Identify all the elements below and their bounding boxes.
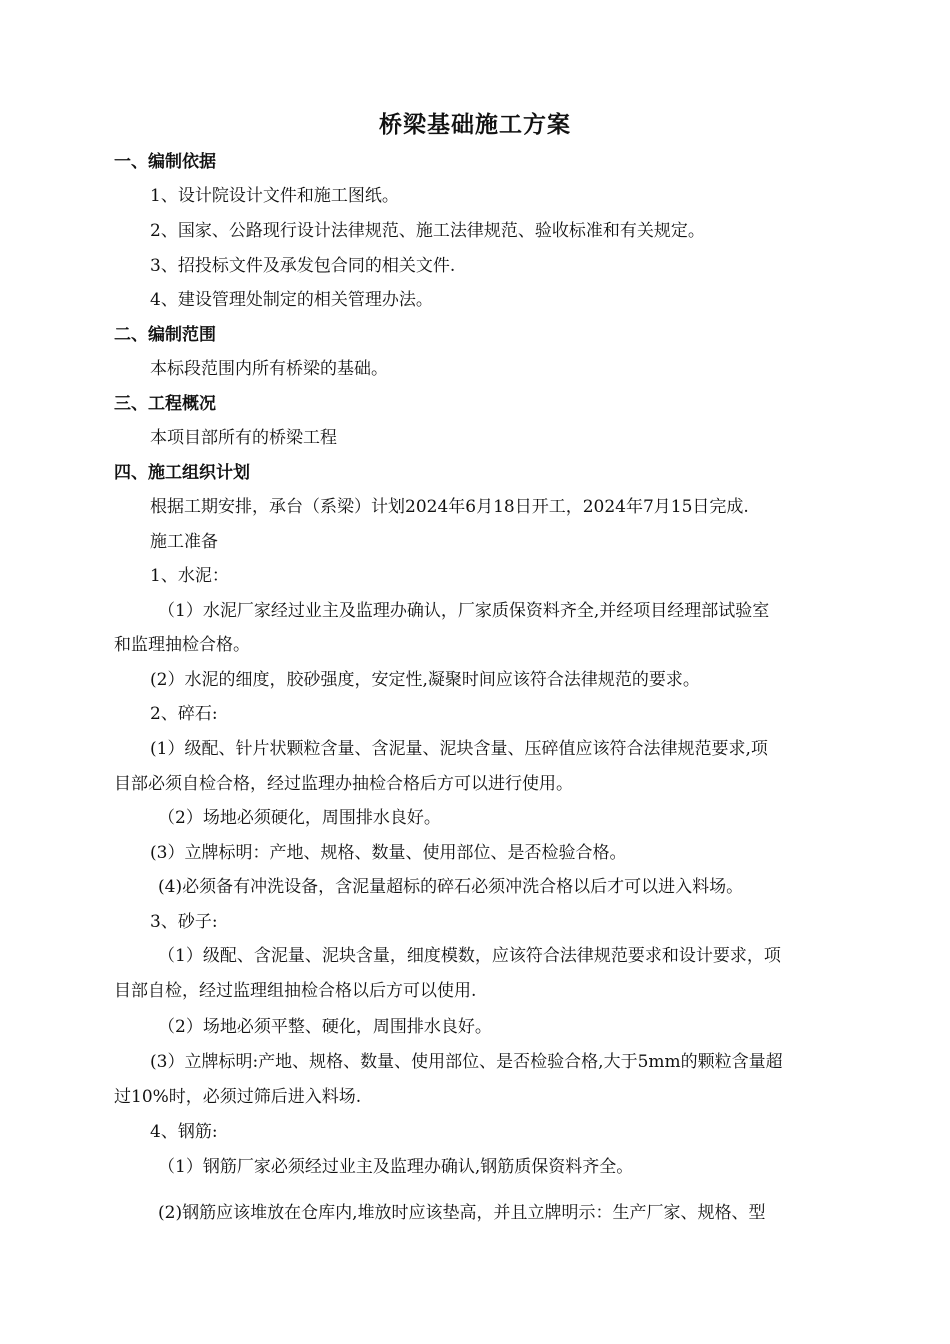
paragraph: 4、钢筋: bbox=[150, 1122, 218, 1142]
paragraph: （2）场地必须平整、硬化，周围排水良好。 bbox=[158, 1017, 492, 1037]
paragraph: (3）立牌标明:产地、规格、数量、使用部位、是否检验合格,大于5mm的颗粒含量超 bbox=[150, 1052, 783, 1072]
paragraph: 施工准备 bbox=[150, 532, 218, 552]
paragraph: 目部必须自检合格，经过监理办抽检合格后方可以进行使用。 bbox=[114, 774, 573, 794]
paragraph: (4)必须备有冲洗设备，含泥量超标的碎石必须冲洗合格以后才可以进入料场。 bbox=[158, 877, 744, 897]
paragraph: 1、水泥： bbox=[150, 566, 229, 586]
paragraph: (2)钢筋应该堆放在仓库内,堆放时应该垫高，并且立牌明示：生产厂家、规格、型 bbox=[158, 1203, 766, 1223]
paragraph: 2、碎石: bbox=[150, 704, 218, 724]
paragraph: (1）级配、针片状颗粒含量、含泥量、泥块含量、压碎值应该符合法律规范要求,项 bbox=[150, 739, 768, 759]
paragraph: 目部自检，经过监理组抽检合格以后方可以使用. bbox=[114, 981, 477, 1001]
paragraph: 4、建设管理处制定的相关管理办法。 bbox=[150, 290, 433, 310]
paragraph: （1）水泥厂家经过业主及监理办确认，厂家质保资料齐全,并经项目经理部试验室 bbox=[158, 601, 770, 621]
paragraph: (2）水泥的细度，胶砂强度，安定性,凝聚时间应该符合法律规范的要求。 bbox=[150, 670, 700, 690]
section-heading-overview: 三、工程概况 bbox=[114, 394, 216, 414]
document-title: 桥梁基础施工方案 bbox=[379, 112, 571, 138]
section-heading-scope: 二、编制范围 bbox=[114, 325, 216, 345]
paragraph: （1）钢筋厂家必须经过业主及监理办确认,钢筋质保资料齐全。 bbox=[158, 1157, 634, 1177]
paragraph: 2、国家、公路现行设计法律规范、施工法律规范、验收标准和有关规定。 bbox=[150, 221, 705, 241]
paragraph: 3、砂子: bbox=[150, 912, 218, 932]
paragraph: 过10%时，必须过筛后进入料场. bbox=[114, 1087, 362, 1107]
paragraph: （1）级配、含泥量、泥块含量，细度模数，应该符合法律规范要求和设计要求，项 bbox=[158, 946, 781, 966]
paragraph: 1、设计院设计文件和施工图纸。 bbox=[150, 186, 399, 206]
paragraph: 本标段范围内所有桥梁的基础。 bbox=[150, 359, 388, 379]
section-heading-plan: 四、施工组织计划 bbox=[114, 463, 250, 483]
section-heading-basis: 一、编制依据 bbox=[114, 152, 216, 172]
paragraph: （2）场地必须硬化，周围排水良好。 bbox=[158, 808, 441, 828]
paragraph: 3、招投标文件及承发包合同的相关文件. bbox=[150, 256, 456, 276]
paragraph: 和监理抽检合格。 bbox=[114, 635, 250, 655]
paragraph: 根据工期安排，承台（系梁）计划2024年6月18日开工，2024年7月15日完成. bbox=[150, 497, 749, 517]
paragraph: (3）立牌标明：产地、规格、数量、使用部位、是否检验合格。 bbox=[150, 843, 627, 863]
paragraph: 本项目部所有的桥梁工程 bbox=[150, 428, 337, 448]
